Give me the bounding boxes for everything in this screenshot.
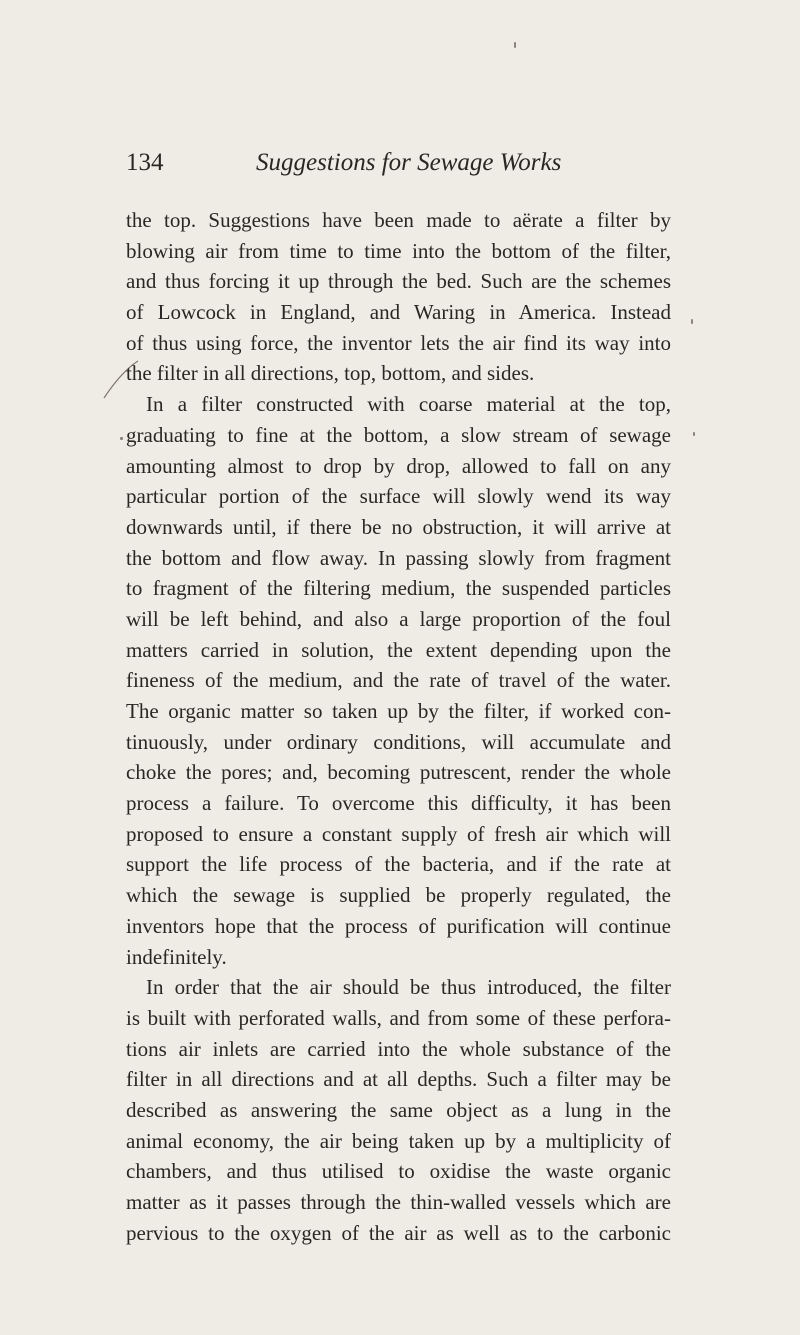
paper-speck	[514, 42, 516, 48]
text-line: amounting almost to drop by drop, allowed to fall on any	[126, 453, 671, 478]
text-line: fineness of the medium, and the rate of travel of the water.	[126, 668, 671, 693]
text-line: chambers, and thus utilised to oxidise the waste organic	[126, 1159, 671, 1184]
running-title: Suggestions for Sewage Works	[256, 149, 562, 176]
text-line: inventors hope that the process of purification will continue	[126, 913, 671, 938]
text-line: downwards until, if there be no obstruction, it will arrive at	[126, 514, 671, 539]
running-head	[126, 148, 686, 178]
text-line: is built with perforated walls, and from some of these perfora-	[126, 1005, 671, 1030]
text-line: proposed to ensure a constant supply of fresh air which will	[126, 821, 671, 846]
text-line: animal economy, the air being taken up by a multiplicity of	[126, 1128, 671, 1153]
text-line: the bottom and flow away. In passing slowly from fragment	[126, 545, 671, 570]
text-line: In order that the air should be thus introduced, the filter	[146, 975, 671, 1000]
text-line: blowing air from time to time into the bottom of the filter,	[126, 238, 671, 263]
text-line: tions air inlets are carried into the whole substance of the	[126, 1036, 671, 1061]
text-line: which the sewage is supplied be properly regulated, the	[126, 883, 671, 908]
text-line: matters carried in solution, the extent depending upon the	[126, 637, 671, 662]
text-line: of Lowcock in England, and Waring in America. Instead	[126, 300, 671, 325]
text-line: The organic matter so taken up by the filter, if worked con-	[126, 699, 671, 723]
page-number: 134	[126, 149, 164, 176]
text-line: tinuously, under ordinary conditions, will accumulate and	[126, 729, 671, 754]
text-line: In a filter constructed with coarse material at the top,	[146, 392, 671, 417]
text-line: described as answering the same object as a lung in the	[126, 1097, 671, 1122]
text-line: process a failure. To overcome this difficulty, it has been	[126, 791, 671, 816]
body-text	[126, 205, 671, 1248]
text-line: particular portion of the surface will slowly wend its way	[126, 484, 671, 509]
paper-speck	[120, 437, 123, 440]
text-line: the filter in all directions, top, bottom, and sides.	[126, 361, 535, 386]
text-line: graduating to fine at the bottom, a slow stream of sewage	[126, 422, 671, 447]
text-line: the top. Suggestions have been made to aërate a filter by	[126, 208, 671, 232]
text-line: will be left behind, and also a large proportion of the foul	[126, 606, 671, 631]
text-line: pervious to the oxygen of the air as well as to the carbonic	[126, 1220, 671, 1245]
text-line: choke the pores; and, becoming putrescent, render the whole	[126, 760, 671, 785]
text-line: and thus forcing it up through the bed. Such are the schemes	[126, 269, 671, 294]
paper-speck	[693, 432, 695, 436]
text-line: support the life process of the bacteria, and if the rate at	[126, 852, 671, 877]
text-line: filter in all directions and at all depths. Such a filter may be	[126, 1067, 671, 1092]
paper-speck	[691, 319, 693, 324]
text-line: to fragment of the filtering medium, the suspended particles	[126, 576, 671, 601]
text-line: of thus using force, the inventor lets the air find its way into	[126, 330, 671, 355]
text-line: matter as it passes through the thin-walled vessels which are	[126, 1190, 671, 1214]
text-line: indefinitely.	[126, 944, 227, 969]
